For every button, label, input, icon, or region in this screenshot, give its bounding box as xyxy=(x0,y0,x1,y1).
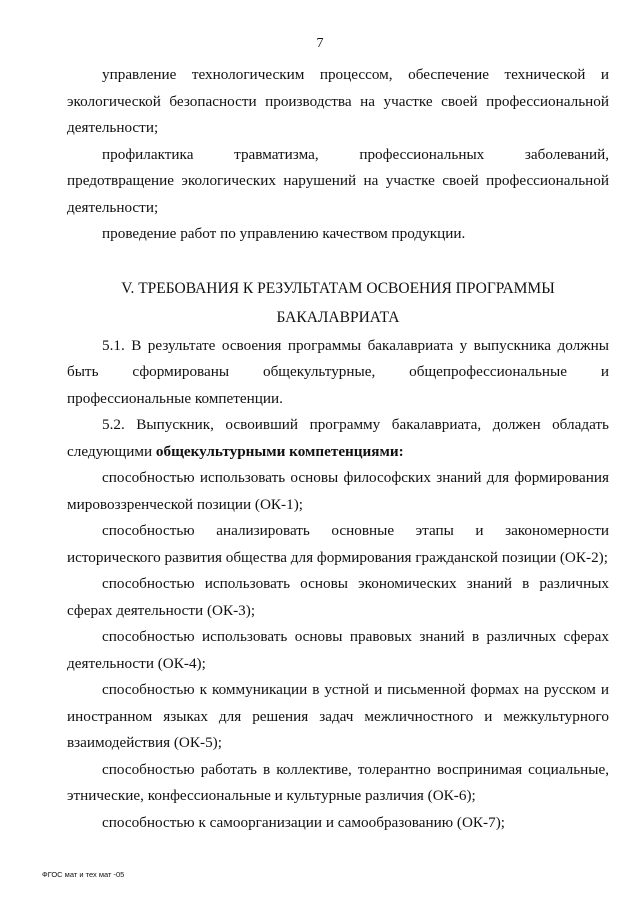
clause-5-2 xyxy=(67,412,609,465)
competency-item: способностью к самоорганизации и самообразованию (ОК-7); xyxy=(102,813,505,831)
clause-5-2-text: 5.2. Выпускник, освоивший программу бакалавриата, должен обладать следующими xyxy=(67,416,609,460)
competency-item: способностью работать в коллективе, толерантно воспринимая социальные, этнические, конфессиональные и культурные различия (ОК-6); xyxy=(67,760,609,804)
paragraph: проведение работ по управлению качеством продукции. xyxy=(102,225,466,242)
section-heading: V. ТРЕБОВАНИЯ К РЕЗУЛЬТАТАМ ОСВОЕНИЯ ПРОГРАММЫ БАКАЛАВРИАТА xyxy=(121,279,555,326)
footer-code: ФГОС мат и тех мат -05 xyxy=(42,870,125,879)
document-body xyxy=(67,62,609,836)
paragraph: управление технологическим процессом, обеспечение технической и экологической безопасности производства на участке своей профессиональной деятельности; xyxy=(67,66,609,136)
competency-item: способностью анализировать основные этапы и закономерности исторического развития общества для формирования гражданской позиции (ОК-2); xyxy=(67,522,609,566)
clause-5-2-bold: общекультурными компетенциями: xyxy=(155,442,404,460)
paragraph: профилактика травматизма, профессиональных заболеваний, предотвращение экологических нарушений на участке своей профессиональной деятельности; xyxy=(67,145,609,216)
competency-item: способностью к коммуникации в устной и письменной формах на русском и иностранном языках для решения задач межличностного и межкультурного взаимодействия (ОК-5); xyxy=(67,681,609,751)
clause-5-1: 5.1. В результате освоения программы бакалавриата у выпускника должны быть сформированы общекультурные, общепрофессиональные и профессиональные компетенции. xyxy=(67,336,609,407)
competency-item: способностью использовать основы экономических знаний в различных сферах деятельности (ОК-3); xyxy=(67,575,609,619)
page-number: 7 xyxy=(316,36,324,51)
competency-item: способностью использовать основы философских знаний для формирования мировоззренческой позиции (ОК-1); xyxy=(67,469,609,513)
competency-item: способностью использовать основы правовых знаний в различных сферах деятельности (ОК-4); xyxy=(67,628,609,672)
